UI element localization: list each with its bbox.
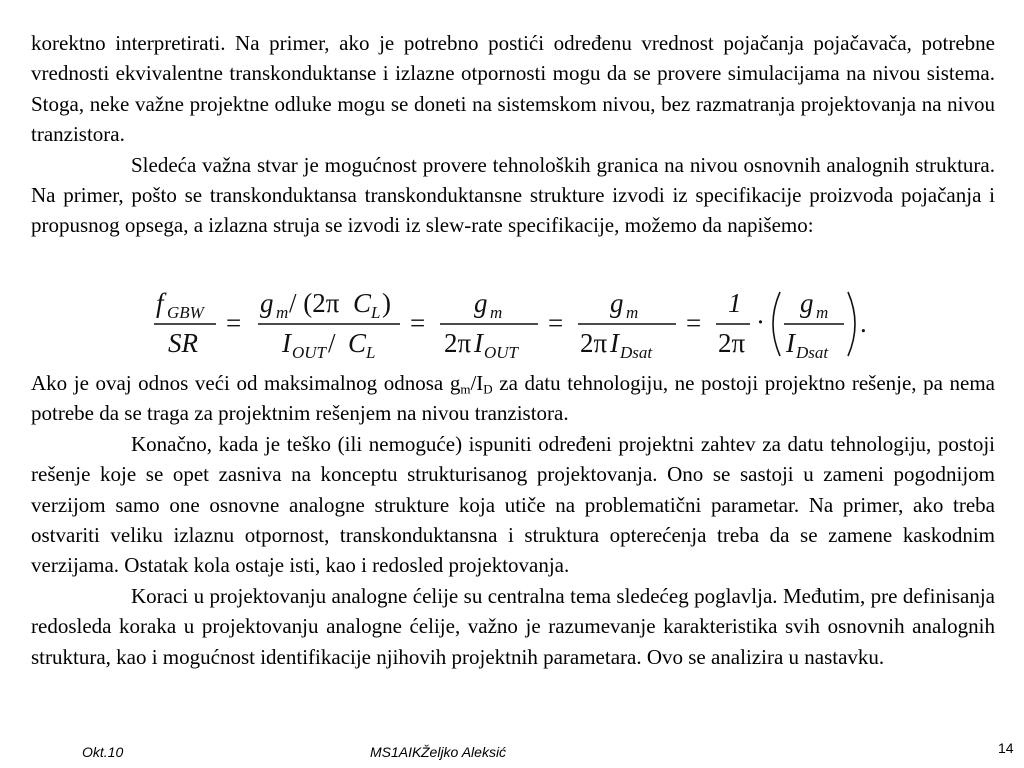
formula-gm-2-sub: m (276, 303, 289, 322)
formula-2pi-4: 2π (580, 328, 608, 358)
formula-gm-3: g (474, 288, 488, 318)
formula-c-2-sub: L (371, 303, 381, 322)
formula-period: . (860, 308, 867, 338)
equals-sign-2: = (410, 308, 426, 338)
equals-sign-4: = (686, 308, 702, 338)
formula-gm-3-sub: m (490, 303, 503, 322)
formula-idsat-4-sub: Dsat (620, 343, 653, 362)
footer-author: Željko Aleksić (421, 744, 507, 760)
formula-c-den-2: C (348, 328, 367, 358)
paragraph-3-post: za datu tehnologiju, ne postoji projektno rešenje, pa nema potrebe da se traga za projektnim rešenjem na nivou tranzistora. (31, 371, 995, 426)
footer-course: MS1AIK (370, 744, 422, 760)
formula-gm-2: g (260, 288, 274, 318)
paragraph-5: Koraci u projektovanju analogne ćelije su centralna tema sledećeg poglavlja. Međutim, pre definisanja redosleda koraka u projektovanju analogne ćelije, važno je razumevanje karakteristika svih osnovnih analognih struktura, kao i mogućnost identifikacije njihovih projektnih parametara. Ovo se analizira u nastavku. (31, 583, 995, 669)
formula-idsat-6: I (786, 328, 795, 358)
equals-sign-1: = (226, 308, 242, 338)
page-number: 14 (998, 740, 1014, 756)
formula-slash-2: / (328, 328, 336, 358)
formula-2pi-2: / (2π (289, 288, 340, 318)
formula-c-den-2-sub: L (366, 343, 376, 362)
formula-iout-3-sub: OUT (484, 343, 519, 362)
formula-sr: SR (168, 328, 198, 358)
paragraph-3-pre: Ako je ovaj odnos veći od maksimalnog odnosa g (31, 371, 461, 395)
paragraph-3-sub-d: D (483, 381, 493, 397)
formula-gm-6: g (800, 288, 814, 318)
formula-f-sub: GBW (167, 303, 204, 322)
formula-iout-3: I (474, 328, 483, 358)
multiply-dot: · (756, 307, 765, 337)
body-text-after (31, 368, 995, 672)
formula-idsat-6-sub: Dsat (796, 343, 829, 362)
formula-gm-4-sub: m (626, 303, 639, 322)
paren-left (773, 292, 780, 356)
formula-idsat-4: I (610, 328, 619, 358)
formula-gm-4: g (610, 288, 624, 318)
paragraph-1: korektno interpretirati. Na primer, ako je potrebno postići određenu vrednost pojačanja pojačavača, potrebne vrednosti ekvivalentne transkonduktanse i izlazne otpornosti mogu da se provere simulacijama na nivou sistema. Stoga, neke važne projektne odluke mogu se doneti na sistemskom nivou, bez razmatranja projektovanja na nivou tranzistora. (31, 31, 995, 147)
formula-paren-close: ) (382, 288, 391, 318)
footer-date: Okt.10 (82, 744, 124, 760)
formula-iout-2-sub: OUT (292, 343, 327, 362)
formula (152, 284, 872, 364)
paragraph-4: Konačno, kada je teško (ili nemoguće) ispuniti određeni projektni zahtev za datu tehnologiju, postoji rešenje koje se opet zasniva na konceptu strukturisanog projektovanja. Ono se sastoji u zameni pogodnijom verzijom samo one osnovne analogne strukture koja utiče na problematični parametar. Na primer, ako treba ostvariti veliku izlaznu otpornost, transkonduktansna i struktura opterećenja treba da se zamene kaskodnim verzijama. Ostatak kola ostaje isti, kao i redosled projektovanja. (31, 431, 995, 578)
formula-2pi-5: 2π (718, 328, 746, 358)
formula-f: f (156, 288, 164, 318)
formula-gm-6-sub: m (816, 303, 829, 322)
formula-one: 1 (728, 288, 742, 318)
formula-iout-2: I (282, 328, 291, 358)
formula-c-2: C (353, 288, 372, 318)
paragraph-3-mid: /I (470, 371, 484, 395)
formula-2pi-3: 2π (444, 328, 472, 358)
paragraph-3 (31, 368, 995, 429)
paragraph-2: Sledeća važna stvar je mogućnost provere tehnoloških granica na nivou osnovnih analognih struktura. Na primer, pošto se transkonduktansa transkonduktansne strukture izvodi iz specifikacije proizvoda pojačanja i propusnog opsega, a izlazna struja se izvodi iz slew-rate specifikacije, možemo da napišemo: (31, 152, 995, 238)
body-text (31, 28, 995, 241)
paren-right (848, 292, 855, 356)
paragraph-3-sub-m: m (460, 381, 471, 397)
footer (0, 740, 1024, 762)
equals-sign-3: = (548, 308, 564, 338)
